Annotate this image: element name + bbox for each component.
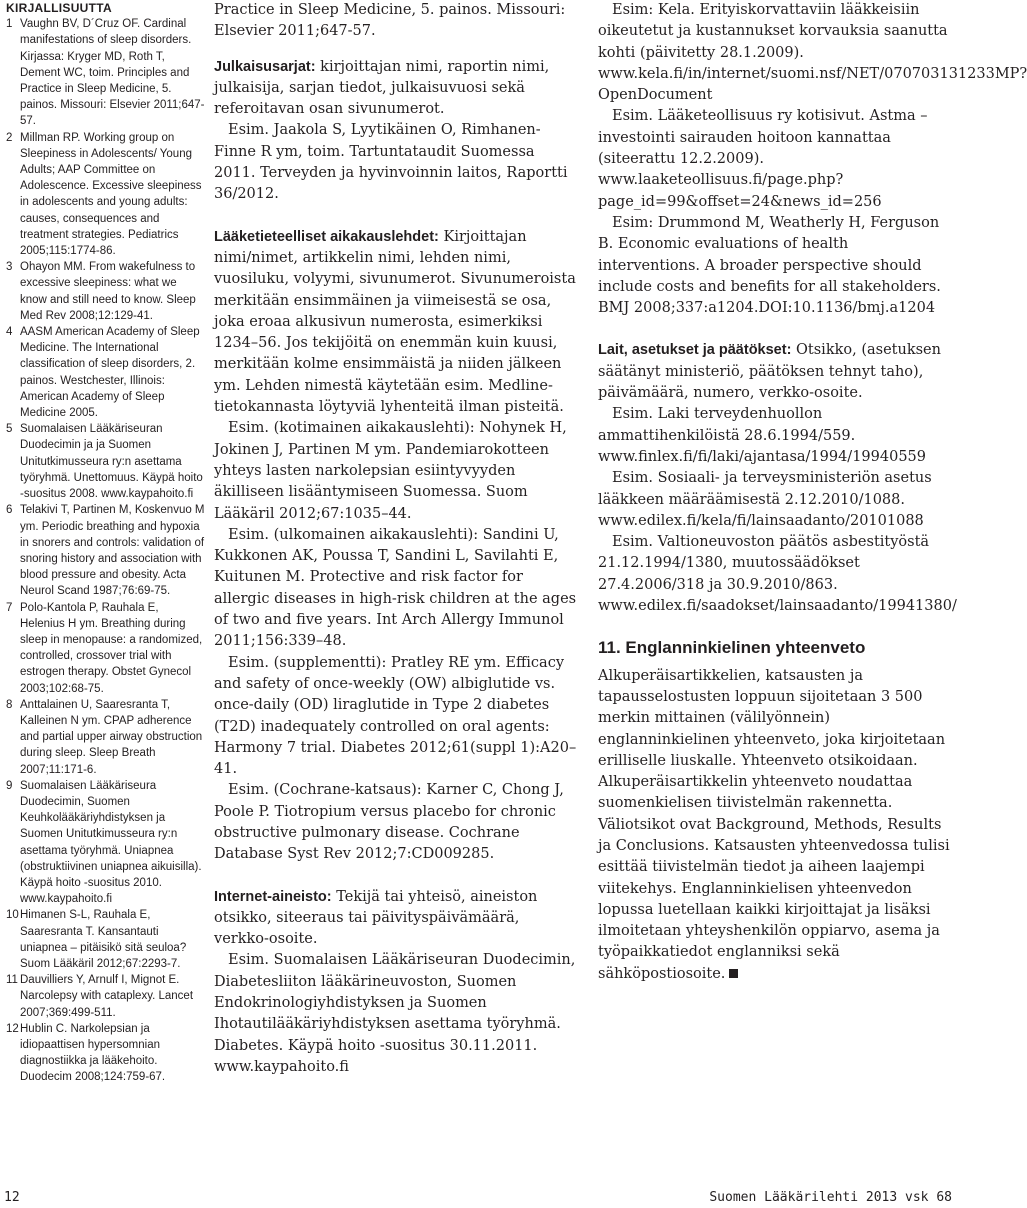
- paragraph: Esim: Kela. Erityiskorvattaviin lääkkeisiin oikeutetut ja kustannukset korvauksia saanutta kohti (päivitetty 28.1.2009). www.kela.fi/in/internet/suomi.nsf/NET/070703131233MP?OpenDocument: [598, 2, 1027, 104]
- paragraph-text: Tekijä tai yhteisö, aineiston otsikko, siteeraus tai päivityspäivämäärä, verkko-osoite.: [214, 888, 538, 948]
- paragraph: Esim. Sosiaali- ja terveysministeriön asetus lääkkeen määräämisestä 2.12.2010/1088. www.edilex.fi/kela/fi/lainsaadanto/20101088: [598, 470, 932, 529]
- reference-list: [6, 16, 206, 1085]
- middle-column: [214, 0, 578, 1078]
- reference-text: AASM American Academy of Sleep Medicine. The International classification of sleep disorders, 2. painos. Westchester, Illinois: American Academy of Sleep Medicine 2005.: [20, 326, 200, 420]
- reference-text: Hublin C. Narkolepsian ja idiopaattisen hypersomnian diagnostiikka ja lääkehoito. Duodecim 2008;124:759-67.: [20, 1022, 166, 1084]
- journal-name: Suomen Lääkärilehti 2013 vsk 68: [709, 1190, 952, 1205]
- paragraph-text: Otsikko, (asetuksen säätänyt ministeriö, päätöksen tehnyt taho), päivämäärä, numero, verkko-osoite.: [598, 342, 941, 402]
- paragraph-text: Alkuperäisartikkelien, katsausten ja tapausselostusten loppuun sijoitetaan 3 500 merkin mittainen (välilyönnein) englanninkielinen yhteenveto, joka kirjoitetaan erilliselle liuskalle. Yhteenveto otsikoidaan. Alkuperäisartikkelin yhteenveto noudattaa suomenkielisen tiivistelmän rakennetta. Väliotsikot ovat Background, Methods, Results ja Conclusions. Katsausten yhteenvedossa tulisi esittää tiivistelmän tiedot ja aiheen laajempi viitekehys. Englanninkielisen yhteenvedon lopussa luetellaan kaikki kirjoittajat ja lisäksi ilmoitetaan yhteyshenkilön oppiarvo, asema ja työpaikkatiedot englanniksi sekä sähköpostiosoite.: [598, 667, 950, 982]
- paragraph: [214, 227, 578, 419]
- paragraph: Esim. (supplementti): Pratley RE ym. Efficacy and safety of once-weekly (OW) albiglutide vs. once-daily (OD) liraglutide in Type 2 diabetes (T2D) inadequately controlled on oral agents: Harmony 7 trial. Diabetes 2012;61(suppl 1):A20–41.: [214, 654, 577, 778]
- reference-item: [6, 259, 206, 324]
- reference-item: [6, 907, 206, 972]
- reference-number: 2: [6, 131, 13, 144]
- paragraph: Esim. (Cochrane-katsaus): Karner C, Chong J, Poole P. Tiotropium versus placebo for chronic obstructive pulmonary disease. Cochrane Database Syst Rev 2012;7:CD009285.: [214, 782, 564, 863]
- paragraph-text: kirjoittajan nimi, raportin nimi, julkaisija, sarjan tiedot, julkaisuvuosi sekä referoitavan osan sivunumerot.: [214, 58, 550, 118]
- reference-text: Millman RP. Working group on Sleepiness in Adolescents/ Young Adults; AAP Committee on Adolescence. Excessive sleepiness in adolescents and young adults: causes, consequences and treatment strategies. Pediatrics 2005;115:1774-86.: [20, 131, 202, 258]
- reference-item: [6, 778, 206, 908]
- paragraph: Esim. Lääketeollisuus ry kotisivut. Astma – investointi sairauden hoitoon kannattaa (siteerattu 12.2.2009). www.laaketeollisuus.fi/page.php?page_id=99&offset=24&news_id=256: [598, 108, 928, 210]
- paragraph: [214, 887, 578, 951]
- term-label: Julkaisusarjat:: [214, 58, 316, 75]
- page-footer: [0, 1190, 960, 1208]
- references-column: [6, 0, 206, 1086]
- reference-item: [6, 421, 206, 502]
- reference-item: [6, 697, 206, 778]
- reference-text: Telakivi T, Partinen M, Koskenvuo M ym. Periodic breathing and hypoxia in snorers and controls: validation of snoring history and association with blood pressure and obesity. Acta Neurol Scand 1987;76:69-75.: [20, 504, 205, 598]
- paragraph: Esim. (ulkomainen aikakauslehti): Sandini U, Kukkonen AK, Poussa T, Sandini L, Savilahti E, Kuitunen M. Protective and risk factor for allergic diseases in high-risk children at the ages of two and five years. Int Arch Allergy Immunol 2011;156:339–48.: [214, 526, 577, 650]
- reference-item: [6, 972, 206, 1021]
- paragraph: [598, 666, 954, 985]
- reference-number: 4: [6, 326, 13, 339]
- paragraph: Esim. Valtioneuvoston päätös asbestityöstä 21.12.1994/1380, muutossäädökset 27.4.2006/318 ja 30.9.2010/863. www.edilex.fi/saadokset/lainsaadanto/19941380/: [598, 534, 957, 615]
- paragraph: Esim. Suomalaisen Lääkäriseuran Duodecimin, Diabetesliiton lääkärineuvoston, Suomen Endokrinologiyhdistyksen ja Suomen Ihotautilääkäriyhdistyksen asettama työryhmä. Diabetes. Käypä hoito -suositus 30.11.2011. www.kaypahoito.fi: [214, 952, 576, 1075]
- reference-item: [6, 16, 206, 129]
- reference-text: Dauvilliers Y, Arnulf I, Mignot E. Narcolepsy with cataplexy. Lancet 2007;369:499-511.: [20, 974, 194, 1019]
- reference-text: Suomalaisen Lääkäriseuran Duodecimin ja ja Suomen Unitutkimusseura ry:n asettama työryhmä. Unettomuus. Käypä hoito -suositus 2008. www.kaypahoito.fi: [20, 423, 203, 501]
- paragraph-text: Kirjoittajan nimi/nimet, artikkelin nimi, lehden nimi, vuosiluku, volyymi, sivunumerot. Sivunumeroista merkitään ensimmäinen ja viimeisestä se osa, joka eroaa alkusivun numerosta, esimerkiksi 1234–56. Jos tekijöitä on enemmän kuin kuusi, merkitään kolme ensimmäistä ja niiden jälkeen ym. Lehden nimestä käytetään esim. Medline-tietokannasta löytyviä lyhenteitä ilman pisteitä.: [214, 228, 576, 416]
- term-label: Lait, asetukset ja päätökset:: [598, 342, 792, 359]
- term-label: Internet-aineisto:: [214, 888, 332, 905]
- paragraph: Esim. (kotimainen aikakauslehti): Nohynek H, Jokinen J, Partinen M ym. Pandemiarokotteen yhteys lasten narkolepsian esiintyvyyden äkilliseen lisääntymiseen Suomessa. Suom Lääkäril 2012;67:1035–44.: [214, 420, 567, 522]
- reference-number: 10: [6, 909, 19, 922]
- reference-item: [6, 600, 206, 697]
- paragraph: [598, 340, 954, 404]
- section-title: 11. Englanninkielinen yhteenveto: [598, 638, 866, 658]
- reference-number: 11: [6, 974, 18, 987]
- reference-text: Anttalainen U, Saaresranta T, Kalleinen N ym. CPAP adherence and partial upper airway obstruction during sleep. Sleep Breath 2007;11:171-6.: [20, 698, 203, 776]
- reference-item: [6, 1021, 206, 1086]
- reference-text: Ohayon MM. From wakefulness to excessive sleepiness: what we know and still need to know. Sleep Med Rev 2008;12:129-41.: [20, 261, 196, 322]
- page-number: 12: [4, 1190, 20, 1205]
- paragraph: Esim: Drummond M, Weatherly H, Ferguson B. Economic evaluations of health interventions. A broader perspective should include costs and benefits for all stakeholders. BMJ 2008;337:a1204.DOI:10.1136/bmj.a1204: [598, 214, 941, 317]
- reference-text: Himanen S-L, Rauhala E, Saaresranta T. Kansantauti uniapnea – pitäisikö sitä seuloa? Suom Lääkäril 2012;67:2293-7.: [20, 909, 187, 970]
- reference-number: 5: [6, 423, 13, 436]
- term-label: Lääketieteelliset aikakauslehdet:: [214, 228, 439, 245]
- paragraph: Esim. Jaakola S, Lyytikäinen O, Rimhanen-Finne R ym, toim. Tartuntataudit Suomessa 2011. Terveyden ja hyvinvoinnin laitos, Raportti 36/2012.: [214, 122, 568, 203]
- reference-number: 9: [6, 779, 13, 792]
- reference-text: Vaughn BV, D´Cruz OF. Cardinal manifestations of sleep disorders. Kirjassa: Kryger MD, Roth T, Dement WC, toim. Principles and Practice in Sleep Medicine, 5. painos. Missouri: Elsevier 2011;647-57.: [20, 18, 205, 128]
- reference-item: [6, 130, 206, 260]
- reference-number: 7: [6, 601, 13, 614]
- reference-number: 3: [6, 261, 13, 274]
- reference-number: 8: [6, 698, 13, 711]
- paragraph: Esim. Laki terveydenhuollon ammattihenkilöistä 28.6.1994/559. www.finlex.fi/fi/laki/ajantasa/1994/19940559: [598, 406, 926, 465]
- paragraph: Practice in Sleep Medicine, 5. painos. Missouri: Elsevier 2011;647-57.: [214, 2, 566, 40]
- paragraph: [214, 57, 578, 121]
- right-column: [598, 0, 1027, 985]
- reference-text: Polo-Kantola P, Rauhala E, Helenius H ym. Breathing during sleep in menopause: a randomized, controlled, crossover trial with estrogen therapy. Obstet Gynecol 2003;102:68-75.: [20, 601, 203, 695]
- references-heading: KIRJALLISUUTTA: [6, 1, 112, 15]
- reference-number: 12: [6, 1022, 19, 1035]
- reference-number: 6: [6, 504, 13, 517]
- end-of-article-icon: [729, 969, 738, 978]
- reference-text: Suomalaisen Lääkäriseura Duodecimin, Suomen Keuhkolääkäriyhdistyksen ja Suomen Unitutkimusseura ry:n asettama työryhmä. Uniapnea (obstruktiivinen uniapnea aikuisilla). Käypä hoito -suositus 2010. www.kaypahoito.fi: [20, 779, 202, 906]
- reference-item: [6, 502, 206, 599]
- reference-item: [6, 324, 206, 421]
- reference-number: 1: [6, 18, 13, 31]
